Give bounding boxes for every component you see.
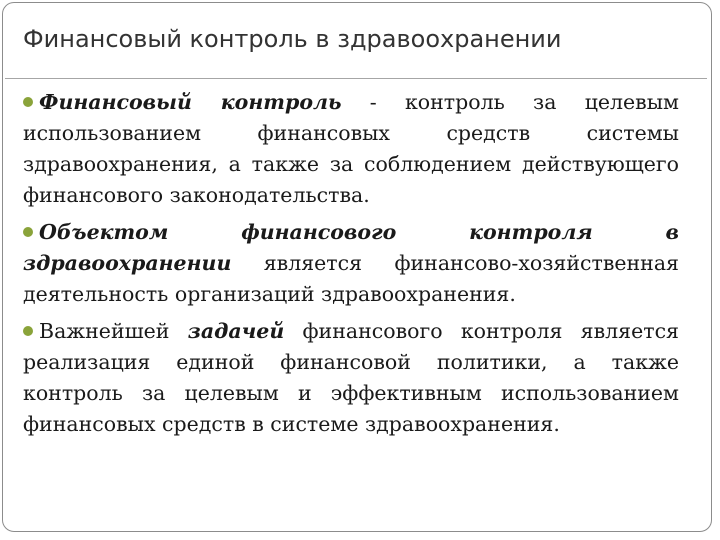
bullet-dot-icon	[23, 227, 33, 237]
bullet-text: - контроль за целевым использованием финансовых средств системы здравоохранения, а также за соблюдением действующего финансового законодательства.	[23, 90, 679, 207]
bullet-list	[23, 87, 679, 446]
bullet-text: является финансово-хозяйственная деятельность организаций здравоохранения.	[23, 251, 679, 306]
slide-frame	[2, 2, 712, 532]
bullet-dot-icon	[23, 326, 33, 336]
bullet-term: Объектом финансового контроля в здравоохранении	[23, 220, 679, 275]
bullet-text: финансового контроля является реализация единой финансовой политики, а также контроль за целевым и эффективным использованием финансовых средств в системе здравоохранения.	[23, 319, 679, 436]
bullet-term: Финансовый контроль	[39, 90, 342, 114]
bullet-item-task	[23, 316, 679, 440]
bullet-term: задачей	[187, 319, 285, 343]
title-divider	[5, 78, 707, 79]
bullet-item-definition	[23, 87, 679, 211]
bullet-dot-icon	[23, 97, 33, 107]
slide-title: Финансовый контроль в здравоохранении	[23, 25, 562, 53]
bullet-lead-text: Важнейшей	[39, 319, 188, 343]
bullet-item-object	[23, 217, 679, 310]
